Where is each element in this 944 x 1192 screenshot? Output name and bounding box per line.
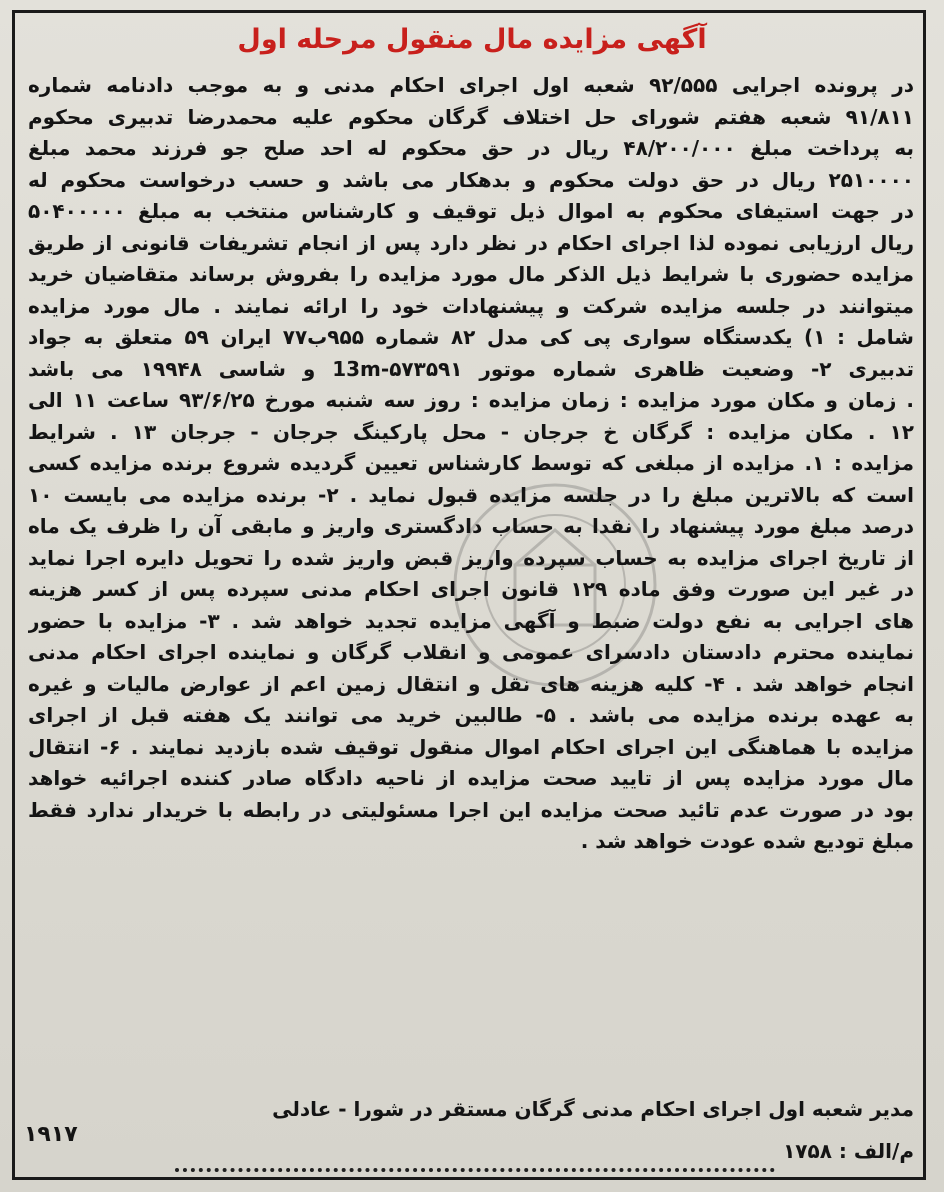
notice-body <box>28 70 914 858</box>
notice-line: های اجرایی به نفع دولت ضبط و آگهی مزایده تجدید خواهد شد . ۳- مزایده با حضور <box>28 608 914 633</box>
notice-line: نماینده محترم دادستان دادسرای عمومی و انقلاب گرگان و نماینده اجرای احکام مدنی <box>28 640 914 664</box>
notice-line: در جهت استیفای محکوم به اموال ذیل توقیف و کارشناس منتخب به مبلغ ۵۰۴۰۰۰۰۰ <box>28 199 914 223</box>
reference-number: م/الف : ۱۷۵۸ <box>783 1139 914 1163</box>
notice-line: ۱۲ . مکان مزایده : گرگان خ جرجان - محل پارکینگ جرجان - جرجان ۱۳ . شرایط <box>28 419 914 444</box>
notice-line: مال مورد مزایده پس از تایید صحت مزایده از ناحیه دادگاه صادر کننده اجرائیه خواهد <box>28 766 914 790</box>
notice-line: است که بالاترین مبلغ را در جلسه مزایده قبول نماید . ۲- برنده مزایده می بایست ۱۰ <box>28 482 914 507</box>
dotted-separator <box>175 1168 775 1172</box>
notice-line: ۹۱/۸۱۱ شعبه هفتم شورای حل اختلاف گرگان محکوم علیه محمدرضا تدبیری محکوم <box>28 104 914 129</box>
notice-line: درصد مبلغ مورد پیشنهاد را نقدا به حساب دادگستری واریز و مابقی آن را ظرف یک ماه <box>28 514 914 538</box>
notice-line: میتوانند در جلسه مزایده شرکت و پیشنهادات خود را ارائه نمایند . مال مورد مزایده <box>28 293 914 318</box>
signature-line: مدیر شعبه اول اجرای احکام مدنی گرگان مستقر در شورا - عادلی <box>272 1097 914 1121</box>
notice-line: ریال ارزیابی نموده لذا اجرای احکام در نظر دارد پس از انجام تشریفات قانونی از طریق <box>28 230 914 255</box>
notice-line: تدبیری ۲- وضعیت ظاهری شماره موتور 13m-۵۷۳۵۹۱ و شاسی ۱۹۹۴۸ می باشد <box>28 356 914 381</box>
notice-line: مبلغ تودیع شده عودت خواهد شد . <box>580 829 914 853</box>
notice-line: مزایده : ۱. مزایده از مبلغی که توسط کارشناس تعیین گردیده شروع برنده مزایده کسی <box>28 451 914 475</box>
clipping-code: ۱۹۱۷ <box>24 1122 78 1147</box>
notice-line: مزایده حضوری با شرایط ذیل الذکر مال مورد مزایده را بفروش برساند متقاضیان خرید <box>28 262 914 286</box>
notice-title: آگهی مزایده مال منقول مرحله اول <box>237 24 707 55</box>
notice-line: شامل : ۱) یکدستگاه سواری پی کی مدل ۸۲ شماره ۹۵۵ب۷۷ ایران ۵۹ متعلق به جواد <box>28 325 914 349</box>
notice-line: بود در صورت عدم تائید صحت مزایده این اجرا مسئولیتی در رابطه با خریدار ندارد فقط <box>28 797 914 822</box>
notice-line: از تاریخ اجرای مزایده به حساب سپرده واریز قبض واریز شده را تحویل دایره اجرا نماید <box>28 545 914 570</box>
notice-line: به پرداخت مبلغ ۴۸/۲۰۰/۰۰۰ ریال در حق محکوم له احد صلح جو فرزند محمد مبلغ <box>28 136 914 160</box>
notice-line: در پرونده اجرایی ۹۲/۵۵۵ شعبه اول اجرای احکام مدنی و به موجب دادنامه شماره <box>28 73 914 97</box>
notice-line: مزایده با هماهنگی این اجرای احکام اموال منقول توقیف شده بازدید نمایند . ۶- انتقال <box>28 734 914 759</box>
notice-line: ۲۵۱۰۰۰۰ ریال در حق دولت محکوم و بدهکار می باشد و حسب درخواست محکوم له <box>28 167 914 192</box>
notice-line: . زمان و مکان مورد مزایده : زمان مزایده : روز سه شنبه مورخ ۹۳/۶/۲۵ ساعت ۱۱ الی <box>28 388 914 412</box>
notice-line: انجام خواهد شد . ۴- کلیه هزینه های نقل و انتقال زمین اعم از عوارض مالیات و غیره <box>28 671 914 696</box>
notice-line: در غیر این صورت وفق ماده ۱۲۹ قانون اجرای احکام مدنی سپرده پس از کسر هزینه <box>28 577 914 601</box>
notice-line: به عهده برنده مزایده می باشد . ۵- طالبین خرید می توانند یک هفته قبل از اجرای <box>28 703 914 727</box>
